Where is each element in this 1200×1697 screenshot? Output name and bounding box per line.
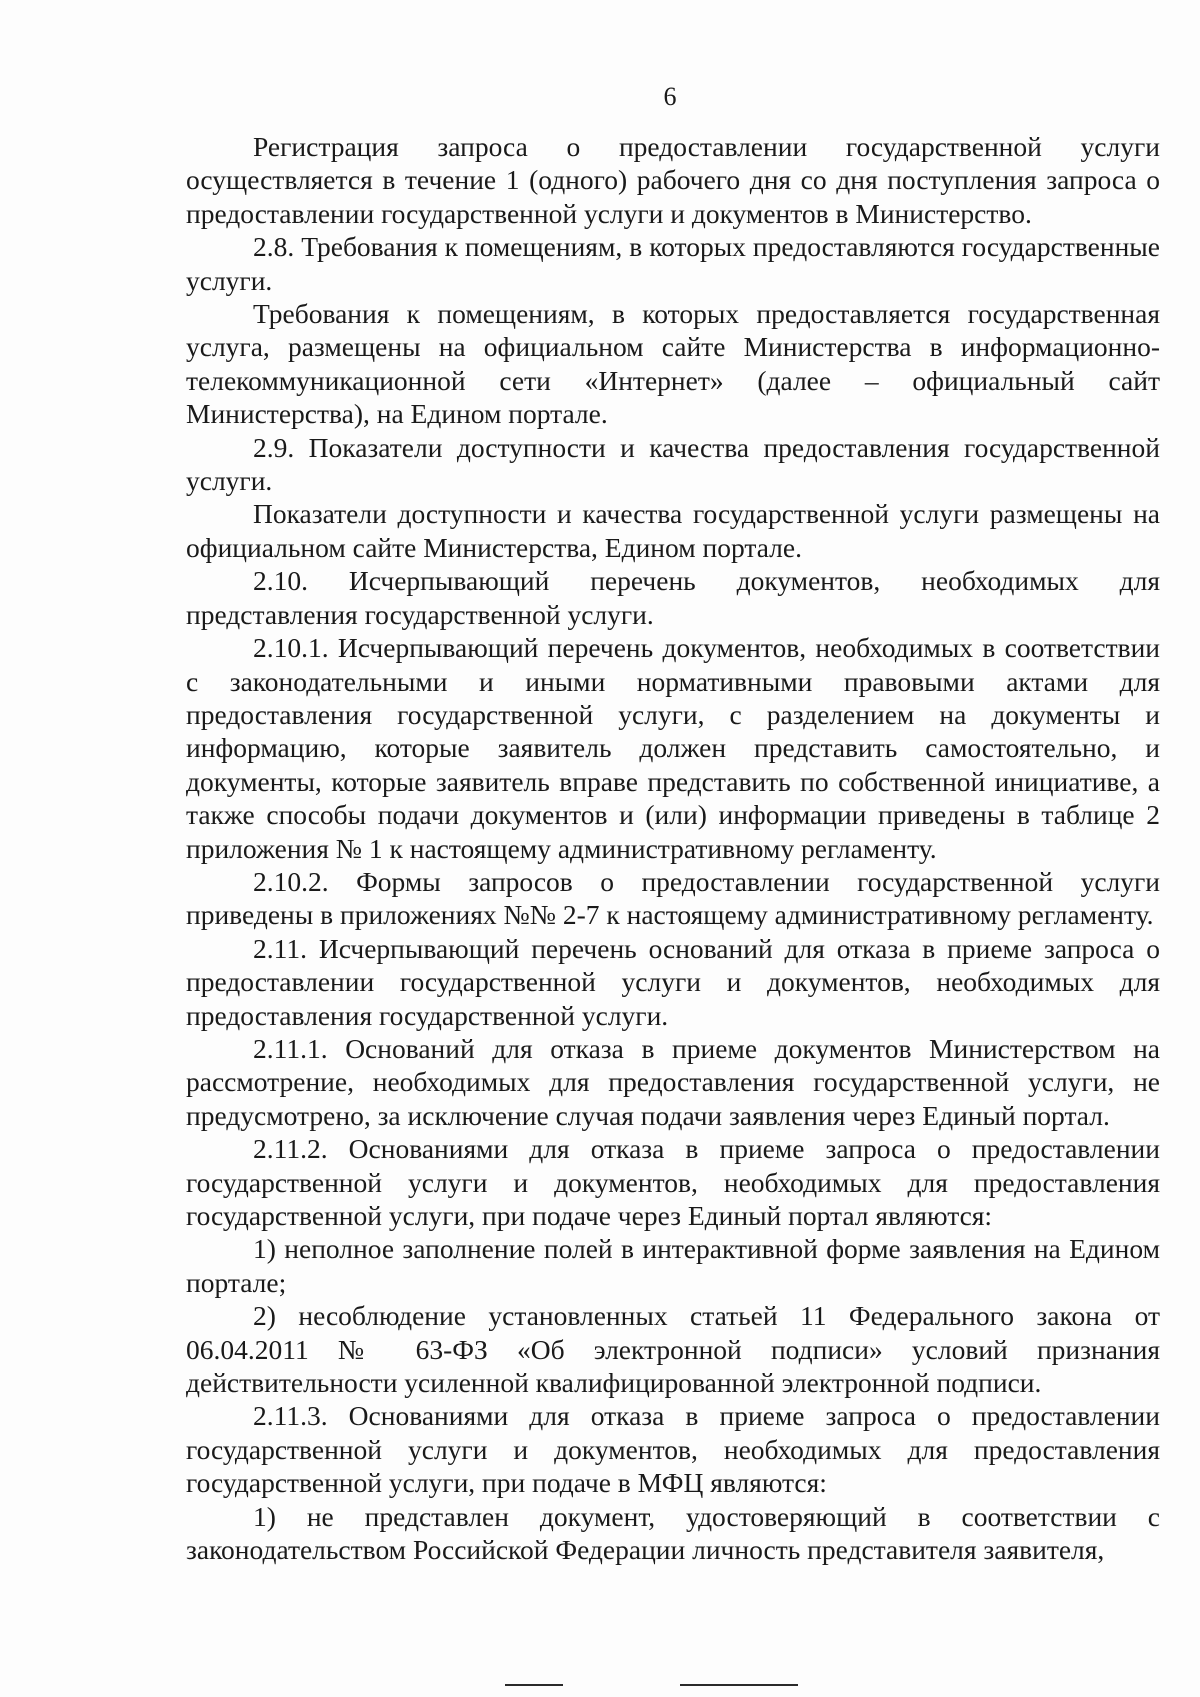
paragraph-2-8-text: Требования к помещениям, в которых предоставляется государственная услуга, размещены на официальном сайте Министерства в информационно-телекоммуникационной сети «Интернет» (далее – официальный сайт Министерства), на Едином портале. <box>186 298 1160 430</box>
document-body <box>186 130 1160 1566</box>
list-item-2-11-2-2: 2) несоблюдение установленных статьей 11 Федерального закона от 06.04.2011 № 63-ФЗ «Об электронной подписи» условий признания действительности усиленной квалифицированной электронной подписи. <box>186 1300 1160 1399</box>
paragraph-registration: Регистрация запроса о предоставлении государственной услуги осуществляется в течение 1 (одного) рабочего дня со дня поступления запроса о предоставлении государственной услуги и документов в Министерство. <box>186 131 1160 229</box>
paragraph-2-11-2: 2.11.2. Основаниями для отказа в приеме запроса о предоставлении государственной услуги и документов, необходимых для предоставления государственной услуги, при подаче через Единый портал являются: <box>186 1133 1160 1231</box>
paragraph-2-11-3: 2.11.3. Основаниями для отказа в приеме запроса о предоставлении государственной услуги и документов, необходимых для предоставления государственной услуги, при подаче в МФЦ являются: <box>186 1400 1160 1499</box>
paragraph-2-9-text: Показатели доступности и качества государственной услуги размещены на официальном сайте Министерства, Едином портале. <box>186 498 1160 563</box>
paragraph-2-10-heading: 2.10. Исчерпывающий перечень документов, необходимых для представления государственной услуги. <box>186 565 1160 630</box>
paragraph-2-10-1: 2.10.1. Исчерпывающий перечень документов, необходимых в соответствии с законодательными и иными нормативными правовыми актами для предоставления государственной услуги, с разделением на документы и информацию, которые заявитель должен представить самостоятельно, и документы, которые заявитель вправе представить по собственной инициативе, а также способы подачи документов и (или) информации приведены в таблице 2 приложения № 1 к настоящему административному регламенту. <box>186 632 1160 864</box>
list-item-2-11-2-1: 1) неполное заполнение полей в интерактивной форме заявления на Едином портале; <box>186 1233 1160 1298</box>
page-number: 6 <box>663 82 677 111</box>
footer-scan-marks <box>0 1684 1200 1690</box>
list-item-2-11-3-1: 1) не представлен документ, удостоверяющий в соответствии с законодательством Российской Федерации личность представителя заявителя, <box>186 1500 1160 1566</box>
paragraph-2-11-heading: 2.11. Исчерпывающий перечень оснований для отказа в приеме запроса о предоставлении государственной услуги и документов, необходимых для предоставления государственной услуги. <box>186 932 1160 1031</box>
paragraph-2-11-1: 2.11.1. Оснований для отказа в приеме документов Министерством на рассмотрение, необходимых для предоставления государственной услуги, не предусмотрено, за исключение случая подачи заявления через Единый портал. <box>186 1032 1160 1131</box>
paragraph-2-9-heading: 2.9. Показатели доступности и качества предоставления государственной услуги. <box>186 431 1160 497</box>
paragraph-2-8-heading: 2.8. Требования к помещениям, в которых предоставляются государственные услуги. <box>186 231 1160 296</box>
footer-mark-left <box>505 1684 563 1686</box>
footer-mark-right <box>680 1684 798 1686</box>
paragraph-2-10-2: 2.10.2. Формы запросов о предоставлении государственной услуги приведены в приложениях №№ 2-7 к настоящему административному регламенту. <box>186 865 1160 931</box>
